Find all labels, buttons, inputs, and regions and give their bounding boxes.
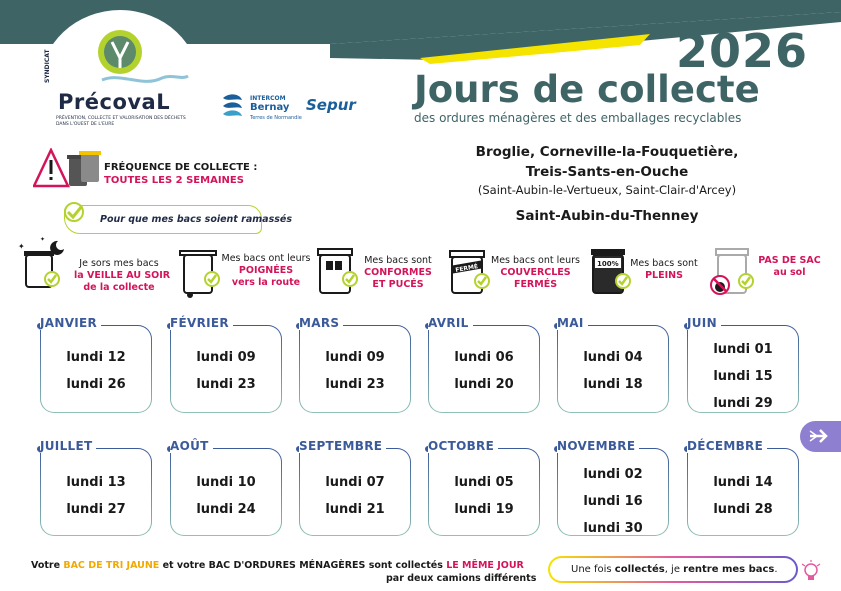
rule-2-red2: vers la route [231, 277, 301, 288]
footer-line-1 [31, 560, 524, 571]
date-item: lundi 23 [196, 377, 256, 392]
date-item: lundi 27 [66, 502, 126, 517]
date-item: lundi 24 [196, 502, 256, 517]
rule-4-red2: FERMÉS [513, 279, 558, 290]
month-name: FÉVRIER [170, 316, 233, 330]
bernay-icon [220, 92, 246, 118]
rule-veille [14, 236, 171, 305]
date-item: lundi 30 [583, 521, 643, 536]
date-item: lundi 21 [325, 502, 385, 517]
pill-b: collectés [614, 564, 665, 575]
rule-1-normal: Je sors mes bacs [79, 258, 159, 269]
logo-syndicat: SYNDICAT [44, 49, 51, 83]
rule-2-text [216, 253, 316, 289]
rule-conformes [316, 245, 441, 305]
footer-p3: et votre BAC D'ORDURES MÉNAGÈRES sont collectés [159, 560, 447, 571]
rule-1-red2: de la collecte [83, 282, 155, 293]
page-title: Jours de collecte [414, 68, 760, 111]
rule-5-red1: PLEINS [645, 270, 683, 281]
year: 2026 [676, 24, 809, 78]
rule-couvercles [446, 245, 586, 305]
moon-bin-icon [14, 235, 74, 291]
date-item: lundi 07 [325, 475, 385, 490]
month-name: DÉCEMBRE [687, 439, 767, 453]
date-item: lundi 05 [454, 475, 514, 490]
footer-p1: Votre [31, 560, 64, 571]
check-icon [62, 200, 86, 224]
rule-4-red1: COUVERCLES [500, 267, 571, 278]
next-arrow-button[interactable] [800, 421, 841, 452]
date-item: lundi 06 [454, 350, 514, 365]
rule-6-red1: PAS DE SAC [758, 255, 821, 266]
month-name: JUILLET [40, 439, 96, 453]
svg-text:✦: ✦ [40, 236, 46, 243]
pill-e: . [774, 564, 778, 575]
month-name: JANVIER [40, 316, 101, 330]
pill-a: Une fois [571, 564, 615, 575]
commune-line-4: Saint-Aubin-du-Thenney [515, 208, 699, 224]
rule-3-red1: CONFORMES [364, 267, 432, 278]
precoval-logo-icon [92, 28, 192, 98]
rule-5-normal: Mes bacs sont [630, 258, 698, 269]
date-item: lundi 20 [454, 377, 514, 392]
rule-2-red1: POIGNÉES [238, 265, 294, 276]
date-item: lundi 12 [66, 350, 126, 365]
badge-ferme: FERMÉ [454, 263, 479, 275]
rule-pleins [589, 245, 704, 305]
page-subtitle: des ordures ménagères et des emballages recyclables [414, 111, 742, 125]
date-item: lundi 29 [713, 396, 773, 411]
arrow-right-icon [807, 426, 831, 446]
communes-block [452, 142, 762, 226]
rule-1-text [74, 258, 171, 294]
rule-pas-de-sac [708, 245, 833, 305]
month-name: AOÛT [170, 439, 213, 453]
footer-same-day: LE MÊME JOUR [446, 560, 524, 571]
date-item: lundi 10 [196, 475, 256, 490]
rule-6-red2: au sol [773, 267, 806, 278]
date-item: lundi 19 [454, 502, 514, 517]
date-item: lundi 13 [66, 475, 126, 490]
rule-4-text [488, 255, 583, 291]
date-item: lundi 28 [713, 502, 773, 517]
date-item: lundi 09 [196, 350, 256, 365]
rule-5-text [629, 258, 699, 282]
commune-line-1: Broglie, Corneville-la-Fouquetière, [475, 144, 739, 160]
lightbulb-icon [800, 560, 822, 584]
date-item: lundi 09 [325, 350, 385, 365]
footer-line-2: par deux camions différents [386, 573, 537, 584]
pill-d: rentre mes bacs [683, 564, 775, 575]
sepur-logo: Sepur [306, 96, 356, 114]
date-item: lundi 23 [325, 377, 385, 392]
rule-3-text [358, 255, 438, 291]
date-item: lundi 01 [713, 342, 773, 357]
bin-closed-icon [446, 245, 494, 299]
svg-text:✦: ✦ [18, 242, 25, 251]
rule-4-normal: Mes bacs ont leurs [491, 255, 580, 266]
month-name: NOVEMBRE [557, 439, 639, 453]
month-name: AVRIL [428, 316, 473, 330]
ramasse-text: Pour que mes bacs soient ramassés [100, 214, 292, 225]
date-item: lundi 15 [713, 369, 773, 384]
logo-subtitle: PRÉVENTION, COLLECTE ET VALORISATION DES DÉCHETS DANS L'OUEST DE L'EURE [56, 116, 186, 127]
month-name: MARS [299, 316, 343, 330]
commune-line-2: Treis-Sants-en-Ouche [525, 164, 689, 180]
rule-6-text [752, 255, 827, 279]
date-item: lundi 02 [583, 467, 643, 482]
intercom-label: INTERCOM [250, 95, 286, 102]
bernay-label: Bernay [250, 102, 290, 113]
collect-text [571, 564, 778, 575]
date-item: lundi 14 [713, 475, 773, 490]
month-name: OCTOBRE [428, 439, 498, 453]
intercom-bernay-logo [220, 92, 302, 122]
logo-name: PrécovaL [58, 90, 171, 114]
rule-poignees [178, 245, 313, 305]
frequency-value: TOUTES LES 2 SEMAINES [104, 175, 244, 186]
footer-yellow-bin: BAC DE TRI JAUNE [63, 560, 160, 571]
month-name: JUIN [687, 316, 721, 330]
rule-3-normal: Mes bacs sont [364, 255, 432, 266]
date-item: lundi 18 [583, 377, 643, 392]
date-item: lundi 26 [66, 377, 126, 392]
badge-100: 100% [597, 260, 619, 268]
rule-3-red2: ET PUCÉS [372, 279, 424, 290]
rule-2-normal: Mes bacs ont leurs [221, 253, 311, 264]
bernay-sub-label: Terres de Normandie [250, 115, 302, 121]
warning-bins-icon [33, 148, 103, 190]
commune-line-3: (Saint-Aubin-le-Vertueux, Saint-Clair-d'Arcey) [477, 183, 737, 197]
month-name: MAI [557, 316, 588, 330]
month-name: SEPTEMBRE [299, 439, 386, 453]
date-item: lundi 04 [583, 350, 643, 365]
pill-c: , je [664, 564, 684, 575]
bin-chip-icon [316, 245, 362, 299]
date-item: lundi 16 [583, 494, 643, 509]
rule-1-red1: la VEILLE AU SOIR [74, 270, 171, 281]
frequency-label: FRÉQUENCE DE COLLECTE : [104, 162, 258, 173]
